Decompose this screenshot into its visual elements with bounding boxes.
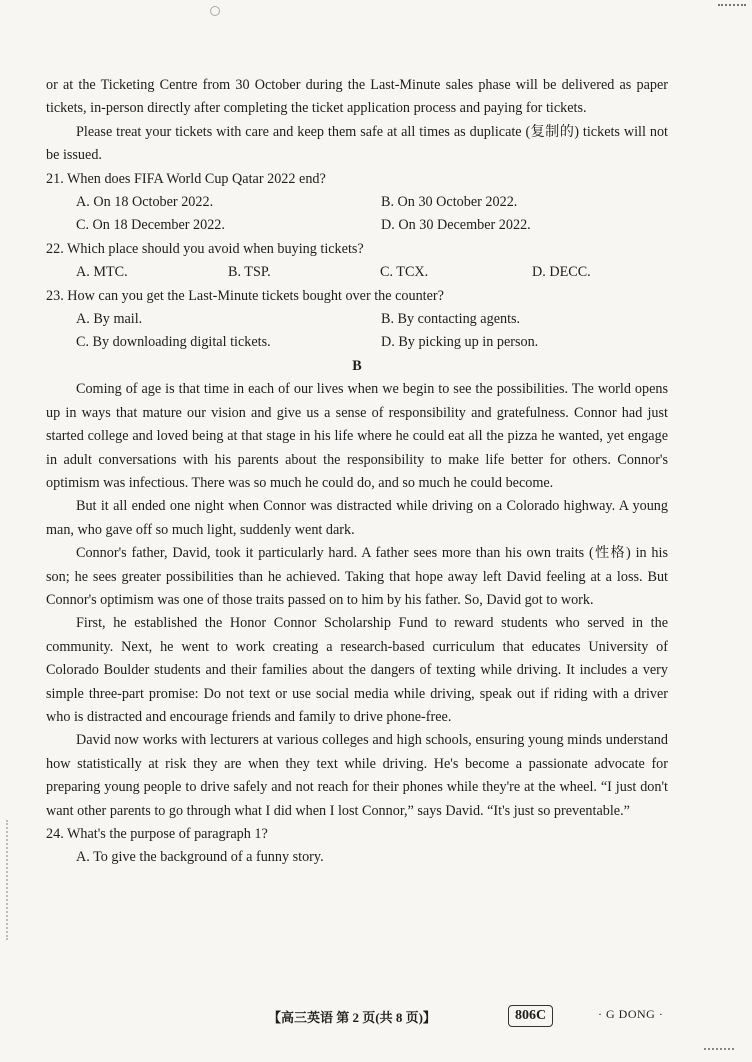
option-a: A. By mail.: [76, 311, 143, 328]
footer-region: · G DONG ·: [598, 1007, 664, 1021]
option-c: C. By downloading digital tickets.: [76, 334, 271, 351]
option-d: D. On 30 December 2022.: [381, 217, 531, 234]
question-23: [46, 285, 668, 355]
option-d: D. DECC.: [532, 264, 591, 281]
option-a: A. On 18 October 2022.: [76, 194, 214, 211]
options: [46, 261, 668, 284]
question-24: [46, 823, 668, 870]
page-footer: [0, 1005, 752, 1029]
question-22: [46, 238, 668, 285]
binding-holes: [6, 820, 18, 940]
section-label: B: [352, 357, 362, 374]
passage-b-paragraph: But it all ended one night when Connor was distracted while driving on a Colorado highway. A young man, who gave off so much light, suddenly went dark.: [46, 498, 668, 538]
scan-mark: [704, 1048, 734, 1054]
exam-page: [46, 74, 668, 870]
passage-b-paragraph: David now works with lecturers at various colleges and high schools, ensuring young minds understand how statistically at risk they are when they text while driving. He's become a passionate advocate for preparing young people to drive safely and not reach for their phones while they're at the wheel. “I just don't want other parents to go through what I did when I lost Connor,” says David. “It's just so preventable.”: [46, 732, 668, 819]
options: [46, 846, 668, 869]
options: [46, 191, 668, 238]
passage-b-paragraph: Connor's father, David, took it particularly hard. A father sees more than his own traits (性格) in his son; he sees greater possibilities than he achieved. Taking that hope away left David feeling at a loss. But Connor's optimism was one of those traits passed on to him by his father. So, David got to work.: [46, 545, 668, 608]
passage-b-paragraph: First, he established the Honor Connor Scholarship Fund to reward students who served in the community. Next, he went to work creating a research-based curriculum that educates University of Colorado Boulder students and their families about the dangers of texting while driving. It includes a very simple three-part promise: Do not text or use social media while driving, speak out if riding with a driver who is distracted and encourage friends and family to drive phone-free.: [46, 615, 668, 725]
scan-mark: [718, 4, 746, 12]
option-b: B. TSP.: [228, 264, 271, 281]
passage-a-paragraph: Please treat your tickets with care and keep them safe at all times as duplicate (复制的) tickets will not be issued.: [46, 123, 668, 164]
question-stem: 24. What's the purpose of paragraph 1?: [46, 826, 268, 842]
option-b: B. By contacting agents.: [381, 311, 521, 328]
option-c: C. TCX.: [380, 264, 429, 281]
question-stem: 22. Which place should you avoid when buying tickets?: [46, 240, 364, 257]
option-a: A. MTC.: [76, 264, 128, 281]
option-b: B. On 30 October 2022.: [381, 194, 518, 211]
question-stem: 23. How can you get the Last-Minute tickets bought over the counter?: [46, 287, 444, 304]
passage-b-paragraph: Coming of age is that time in each of our lives when we begin to see the possibilities. The world opens up in ways that mature our vision and give us a sense of responsibility and gratefulness. Connor had just started college and loved being at that stage in his life where he could eat all the pizza he wanted, yet engage in adult conversations with his parents about the responsibility to make life better for others. Connor's optimism was infectious. There was so much he could do, and so much he could become.: [46, 381, 668, 491]
options: [46, 308, 668, 355]
footer-page-info: 【高三英语 第 2 页(共 8 页)】: [268, 1010, 436, 1025]
question-stem: 21. When does FIFA World Cup Qatar 2022 end?: [46, 170, 326, 187]
option-a: A. To give the background of a funny story.: [76, 849, 324, 866]
footer-code-badge: 806C: [508, 1005, 553, 1027]
option-d: D. By picking up in person.: [381, 334, 539, 351]
scan-mark: [210, 6, 220, 16]
passage-a-paragraph: or at the Ticketing Centre from 30 October during the Last-Minute sales phase will be delivered as paper tickets, in-person directly after completing the ticket application process and paying for tickets.: [46, 77, 668, 117]
option-c: C. On 18 December 2022.: [76, 217, 225, 234]
question-21: [46, 168, 668, 238]
